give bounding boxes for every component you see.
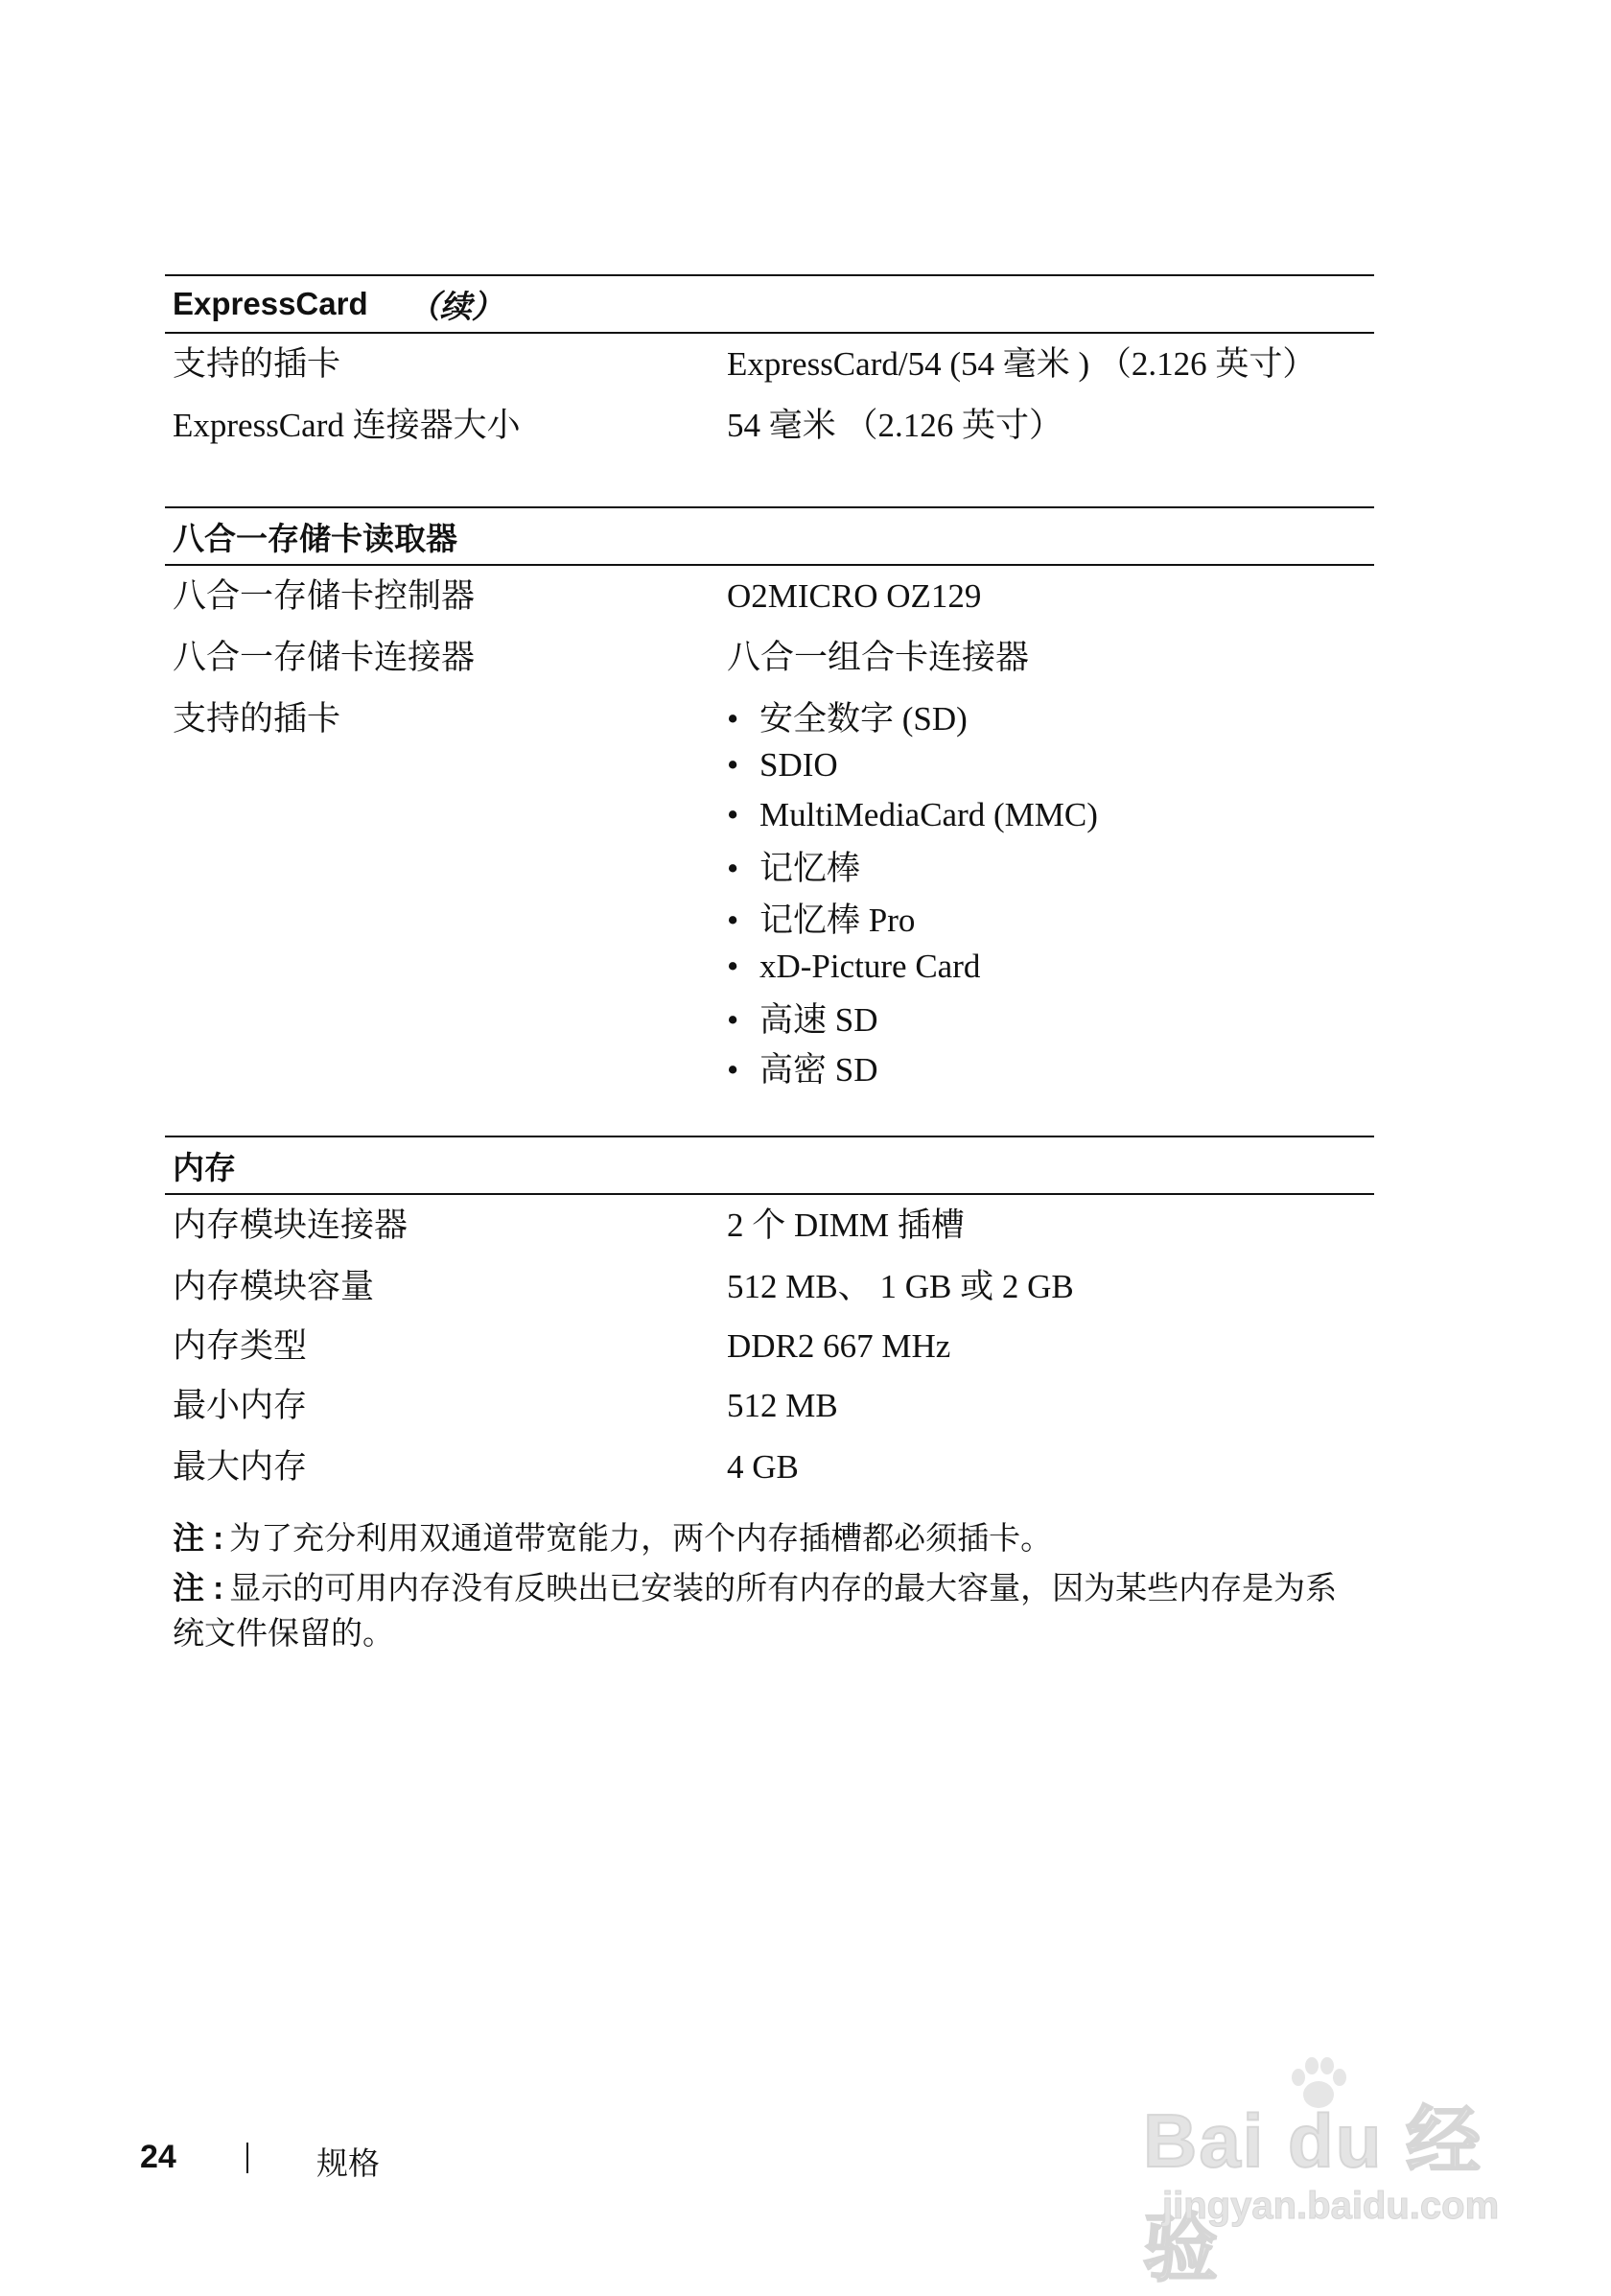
spec-label: 最小内存	[173, 1387, 308, 1424]
spec-label: 支持的插卡	[173, 345, 341, 383]
section-title: 内存	[173, 1149, 236, 1185]
note	[173, 1565, 1352, 1655]
list-item	[727, 946, 980, 988]
bullet-icon: •	[727, 746, 739, 784]
spec-value: 512 MB	[727, 1387, 838, 1424]
list-item-text: 记忆棒	[759, 850, 861, 887]
bullet-icon: •	[727, 850, 739, 887]
list-item-text: xD-Picture Card	[759, 948, 981, 985]
list-item-text: MultiMediaCard (MMC)	[759, 796, 1098, 833]
bullet-icon: •	[727, 1051, 739, 1089]
spec-value: 512 MB、 1 GB 或 2 GB	[727, 1268, 1074, 1305]
spec-value: ExpressCard/54 (54 毫米 ) （2.126 英寸）	[727, 345, 1317, 383]
list-item	[727, 999, 878, 1042]
spec-label: 内存模块容量	[173, 1268, 375, 1305]
spec-value: O2MICRO OZ129	[727, 577, 982, 615]
list-item	[727, 1049, 878, 1091]
bullet-icon: •	[727, 902, 739, 939]
note-text: 显示的可用内存没有反映出已安装的所有内存的最大容量，因为某些内存是为系统文件保留的。	[173, 1570, 1338, 1651]
footer-divider	[246, 2143, 248, 2173]
note-label: 注 :	[173, 1520, 224, 1556]
page-number: 24	[140, 2139, 176, 2175]
spec-value: 2 个 DIMM 插槽	[727, 1207, 965, 1244]
spec-value: 54 毫米 （2.126 英寸）	[727, 407, 1063, 444]
note-text: 为了充分利用双通道带宽能力，两个内存插槽都必须插卡。	[229, 1520, 1053, 1556]
card-reader-section	[165, 506, 1374, 1120]
note-label: 注 :	[173, 1570, 224, 1605]
spec-value: 八合一组合卡连接器	[727, 639, 1030, 676]
section-header	[165, 506, 1374, 566]
section-title: 八合一存储卡读取器	[173, 520, 457, 556]
spec-label: 支持的插卡	[173, 700, 341, 738]
spec-label: 最大内存	[173, 1448, 308, 1486]
section-header	[165, 1136, 1374, 1195]
spec-label: 内存类型	[173, 1327, 308, 1365]
expresscard-section	[165, 274, 1374, 466]
bullet-icon: •	[727, 948, 739, 985]
spec-label: ExpressCard 连接器大小	[173, 407, 521, 444]
watermark-url: jingyan.baidu.com	[1162, 2185, 1500, 2227]
section-title: ExpressCard	[173, 286, 368, 321]
continued-label: （续）	[408, 288, 503, 324]
list-item	[727, 794, 1098, 836]
list-item-text: SDIO	[759, 746, 838, 784]
watermark-logo: Bai du 经验	[1143, 2098, 1483, 2290]
list-item-text: 记忆棒 Pro	[759, 902, 916, 939]
spec-label: 八合一存储卡控制器	[173, 577, 476, 615]
bullet-icon: •	[727, 700, 739, 738]
list-item	[727, 900, 915, 942]
memory-section	[165, 1136, 1374, 1510]
bullet-icon: •	[727, 1001, 739, 1039]
spec-label: 内存模块连接器	[173, 1207, 409, 1244]
list-item-text: 安全数字 (SD)	[759, 700, 968, 738]
note	[173, 1515, 1362, 1560]
footer-section-title: 规格	[316, 2145, 380, 2181]
baidu-watermark	[1143, 2052, 1546, 2290]
bullet-icon: •	[727, 796, 739, 833]
list-item	[727, 698, 968, 740]
spec-value: DDR2 667 MHz	[727, 1327, 951, 1365]
list-item-text: 高密 SD	[759, 1051, 878, 1089]
spec-value: 4 GB	[727, 1448, 799, 1486]
list-item-text: 高速 SD	[759, 1001, 878, 1039]
list-item	[727, 744, 838, 786]
section-header	[165, 274, 1374, 334]
spec-label: 八合一存储卡连接器	[173, 639, 476, 676]
list-item	[727, 848, 860, 890]
